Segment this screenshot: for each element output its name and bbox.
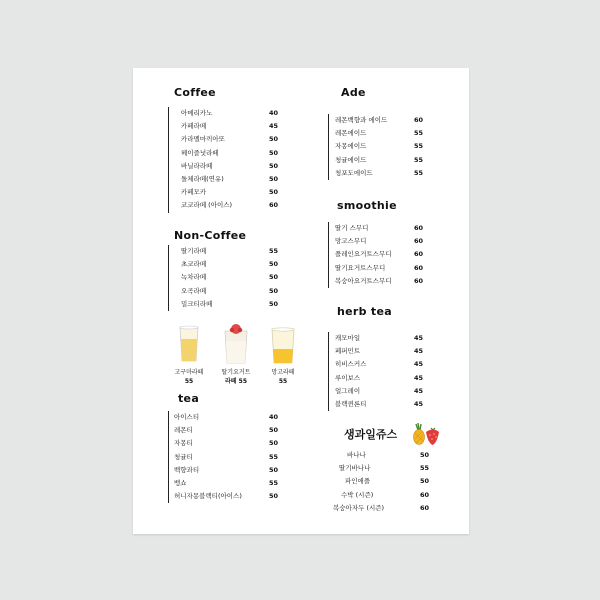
menu-item-name: 자몽에이드 xyxy=(335,142,367,151)
section-title-fresh-juice: 생과일쥬스 xyxy=(344,428,398,441)
menu-item-price: 60 xyxy=(414,237,424,246)
menu-row xyxy=(181,160,288,173)
menu-row xyxy=(335,167,438,180)
menu-item-price: 55 xyxy=(269,247,279,255)
menu-item-name: 백향과티 xyxy=(174,465,200,474)
menu-item-name: 허니자몽블랙티(아이스) xyxy=(174,492,242,501)
section-title-tea: tea xyxy=(178,392,200,405)
menu-item-name: 녹차라떼 xyxy=(181,273,207,282)
strawberry-yogurt-latte-illustration xyxy=(222,323,250,369)
menu-item-price: 55 xyxy=(414,142,424,151)
menu-row xyxy=(333,489,443,502)
menu-item-name: 얼그레이 xyxy=(335,386,361,395)
menu-row xyxy=(335,275,438,288)
menu-item-name: 플레인요거트스무디 xyxy=(335,250,392,259)
mango-latte-illustration xyxy=(270,327,296,369)
featured-drinks xyxy=(170,323,300,393)
menu-row xyxy=(181,186,288,199)
menu-row xyxy=(333,462,443,475)
menu-row xyxy=(335,332,438,345)
menu-item-price: 55 xyxy=(269,478,279,487)
menu-item-price: 50 xyxy=(269,465,279,474)
menu-item-name: 캐모마일 xyxy=(335,334,361,342)
menu-row xyxy=(333,449,443,462)
menu-item-name: 파인애플 xyxy=(345,477,371,486)
menu-row xyxy=(335,398,438,411)
menu-item-price: 60 xyxy=(420,503,430,512)
featured-name: 고구마라떼 xyxy=(174,369,204,376)
menu-item-name: 청귤에이드 xyxy=(335,155,367,164)
menu-row xyxy=(174,477,288,490)
menu-item-price: 60 xyxy=(414,276,424,285)
menu-item-price: 45 xyxy=(269,122,279,131)
menu-item-name: 카라멜마끼아또 xyxy=(181,135,225,144)
featured-price: 55 xyxy=(278,378,288,385)
featured-name: 딸기요거트 xyxy=(221,369,251,376)
menu-item-price: 50 xyxy=(269,135,279,144)
menu-item-name: 초코라떼 xyxy=(181,260,207,269)
featured-price: 55 xyxy=(184,378,194,385)
menu-row xyxy=(335,262,438,275)
menu-item-price: 60 xyxy=(414,116,424,124)
menu-item-price: 50 xyxy=(269,188,279,197)
menu-item-price: 50 xyxy=(269,426,279,435)
featured-item-1 xyxy=(172,368,206,386)
menu-row xyxy=(181,107,288,120)
smoothie-list xyxy=(328,222,438,288)
menu-row xyxy=(335,358,438,371)
menu-item-price: 45 xyxy=(414,334,424,342)
coffee-list xyxy=(168,107,288,213)
menu-row xyxy=(181,173,288,186)
menu-item-name: 뱅쇼 xyxy=(174,478,187,487)
pineapple-strawberry-icon xyxy=(410,422,440,450)
menu-row xyxy=(181,245,288,258)
menu-row xyxy=(174,464,288,477)
menu-item-name: 레몬티 xyxy=(174,426,193,435)
menu-item-price: 50 xyxy=(269,161,279,170)
sweet-potato-latte-illustration xyxy=(178,325,200,367)
list-divider xyxy=(168,245,169,311)
fresh-juice-list xyxy=(333,449,443,515)
menu-row xyxy=(174,424,288,437)
menu-item-name: 오곡라떼 xyxy=(181,286,207,295)
list-divider xyxy=(328,332,329,411)
menu-row xyxy=(181,147,288,160)
menu-row xyxy=(174,437,288,450)
menu-row xyxy=(335,235,438,248)
featured-item-2 xyxy=(218,368,254,386)
ade-list xyxy=(328,114,438,180)
list-divider xyxy=(168,411,169,503)
menu-item-price: 45 xyxy=(414,373,424,382)
menu-item-price: 45 xyxy=(414,347,424,356)
menu-item-price: 50 xyxy=(269,273,279,282)
menu-item-price: 40 xyxy=(269,109,279,117)
menu-item-name: 청포도에이드 xyxy=(335,168,373,177)
menu-row xyxy=(335,385,438,398)
menu-row xyxy=(174,411,288,424)
menu-row xyxy=(335,345,438,358)
menu-item-price: 50 xyxy=(269,174,279,183)
menu-item-price: 55 xyxy=(414,129,424,138)
section-title-ade: Ade xyxy=(341,86,366,99)
menu-item-price: 60 xyxy=(269,201,279,210)
list-divider xyxy=(328,114,329,180)
section-title-herb-tea: herb tea xyxy=(337,305,392,318)
menu-item-price: 55 xyxy=(414,168,424,177)
menu-item-name: 카페라떼 xyxy=(181,122,207,131)
list-divider xyxy=(328,222,329,288)
menu-row xyxy=(181,133,288,146)
menu-row xyxy=(181,258,288,271)
menu-row xyxy=(333,475,443,488)
menu-item-name: 블랙퀸론티 xyxy=(335,399,367,408)
menu-item-price: 60 xyxy=(414,250,424,259)
menu-item-name: 수박 (시즌) xyxy=(341,490,374,499)
menu-item-price: 50 xyxy=(269,492,279,501)
menu-item-name: 루이보스 xyxy=(335,373,361,382)
menu-row xyxy=(333,502,443,515)
menu-item-name: 딸기바나나 xyxy=(339,464,371,473)
menu-item-name: 복숭아자두 (시즌) xyxy=(333,503,385,512)
menu-item-name: 딸기요거트스무디 xyxy=(335,263,386,272)
menu-item-name: 망고스무디 xyxy=(335,237,367,246)
menu-item-price: 50 xyxy=(269,299,279,308)
menu-item-name: 코코라떼 (아이스) xyxy=(181,201,233,210)
menu-item-name: 카페모카 xyxy=(181,188,207,197)
menu-row xyxy=(181,285,288,298)
menu-item-name: 딸기라떼 xyxy=(181,247,207,255)
menu-row xyxy=(181,199,288,212)
menu-item-name: 바닐라라떼 xyxy=(181,161,213,170)
list-divider xyxy=(168,107,169,213)
menu-item-name: 밀크티라떼 xyxy=(181,299,213,308)
section-title-non-coffee: Non-Coffee xyxy=(174,229,247,242)
menu-item-name: 헤이즐넛라떼 xyxy=(181,148,219,157)
tea-list xyxy=(168,411,288,503)
menu-item-name: 아메리카노 xyxy=(181,109,213,117)
menu-item-name: 돌체라떼(연유) xyxy=(181,174,224,183)
menu-row xyxy=(335,154,438,167)
menu-item-name: 레몬백향과 에이드 xyxy=(335,116,388,124)
menu-row xyxy=(335,140,438,153)
menu-item-price: 50 xyxy=(420,451,430,459)
menu-row xyxy=(174,490,288,503)
menu-item-name: 딸기 스무디 xyxy=(335,224,369,232)
menu-row xyxy=(181,271,288,284)
menu-row xyxy=(335,372,438,385)
menu-item-name: 히비스커스 xyxy=(335,360,367,369)
featured-name: 망고라떼 xyxy=(271,369,295,376)
menu-row xyxy=(335,114,438,127)
menu-item-name: 복숭아요거트스무디 xyxy=(335,276,392,285)
menu-item-price: 50 xyxy=(269,148,279,157)
menu-item-price: 45 xyxy=(414,399,424,408)
menu-item-price: 45 xyxy=(414,360,424,369)
menu-row xyxy=(174,451,288,464)
menu-item-name: 청귤티 xyxy=(174,452,193,461)
section-title-smoothie: smoothie xyxy=(337,199,397,212)
menu-item-name: 레몬에이드 xyxy=(335,129,367,138)
menu-item-price: 60 xyxy=(414,224,424,232)
menu-item-name: 바나나 xyxy=(347,451,366,459)
menu-row xyxy=(335,222,438,235)
section-title-coffee: Coffee xyxy=(174,86,216,99)
menu-item-name: 자몽티 xyxy=(174,439,193,448)
menu-row xyxy=(335,127,438,140)
menu-item-price: 60 xyxy=(420,490,430,499)
menu-item-price: 50 xyxy=(269,286,279,295)
menu-item-price: 40 xyxy=(269,413,279,421)
menu-item-price: 60 xyxy=(414,263,424,272)
menu-item-name: 페퍼민트 xyxy=(335,347,361,356)
menu-item-price: 45 xyxy=(414,386,424,395)
menu-item-name: 아이스티 xyxy=(174,413,200,421)
menu-row xyxy=(335,248,438,261)
menu-item-price: 50 xyxy=(269,439,279,448)
menu-item-price: 55 xyxy=(414,155,424,164)
menu-row xyxy=(181,298,288,311)
menu-item-price: 55 xyxy=(269,452,279,461)
menu-row xyxy=(181,120,288,133)
menu-item-price: 55 xyxy=(420,464,430,473)
menu-item-price: 50 xyxy=(420,477,430,486)
herb-tea-list xyxy=(328,332,438,411)
featured-item-3 xyxy=(266,368,300,386)
menu-item-price: 50 xyxy=(269,260,279,269)
non-coffee-list xyxy=(168,245,288,311)
featured-price: 라떼 55 xyxy=(224,378,248,385)
